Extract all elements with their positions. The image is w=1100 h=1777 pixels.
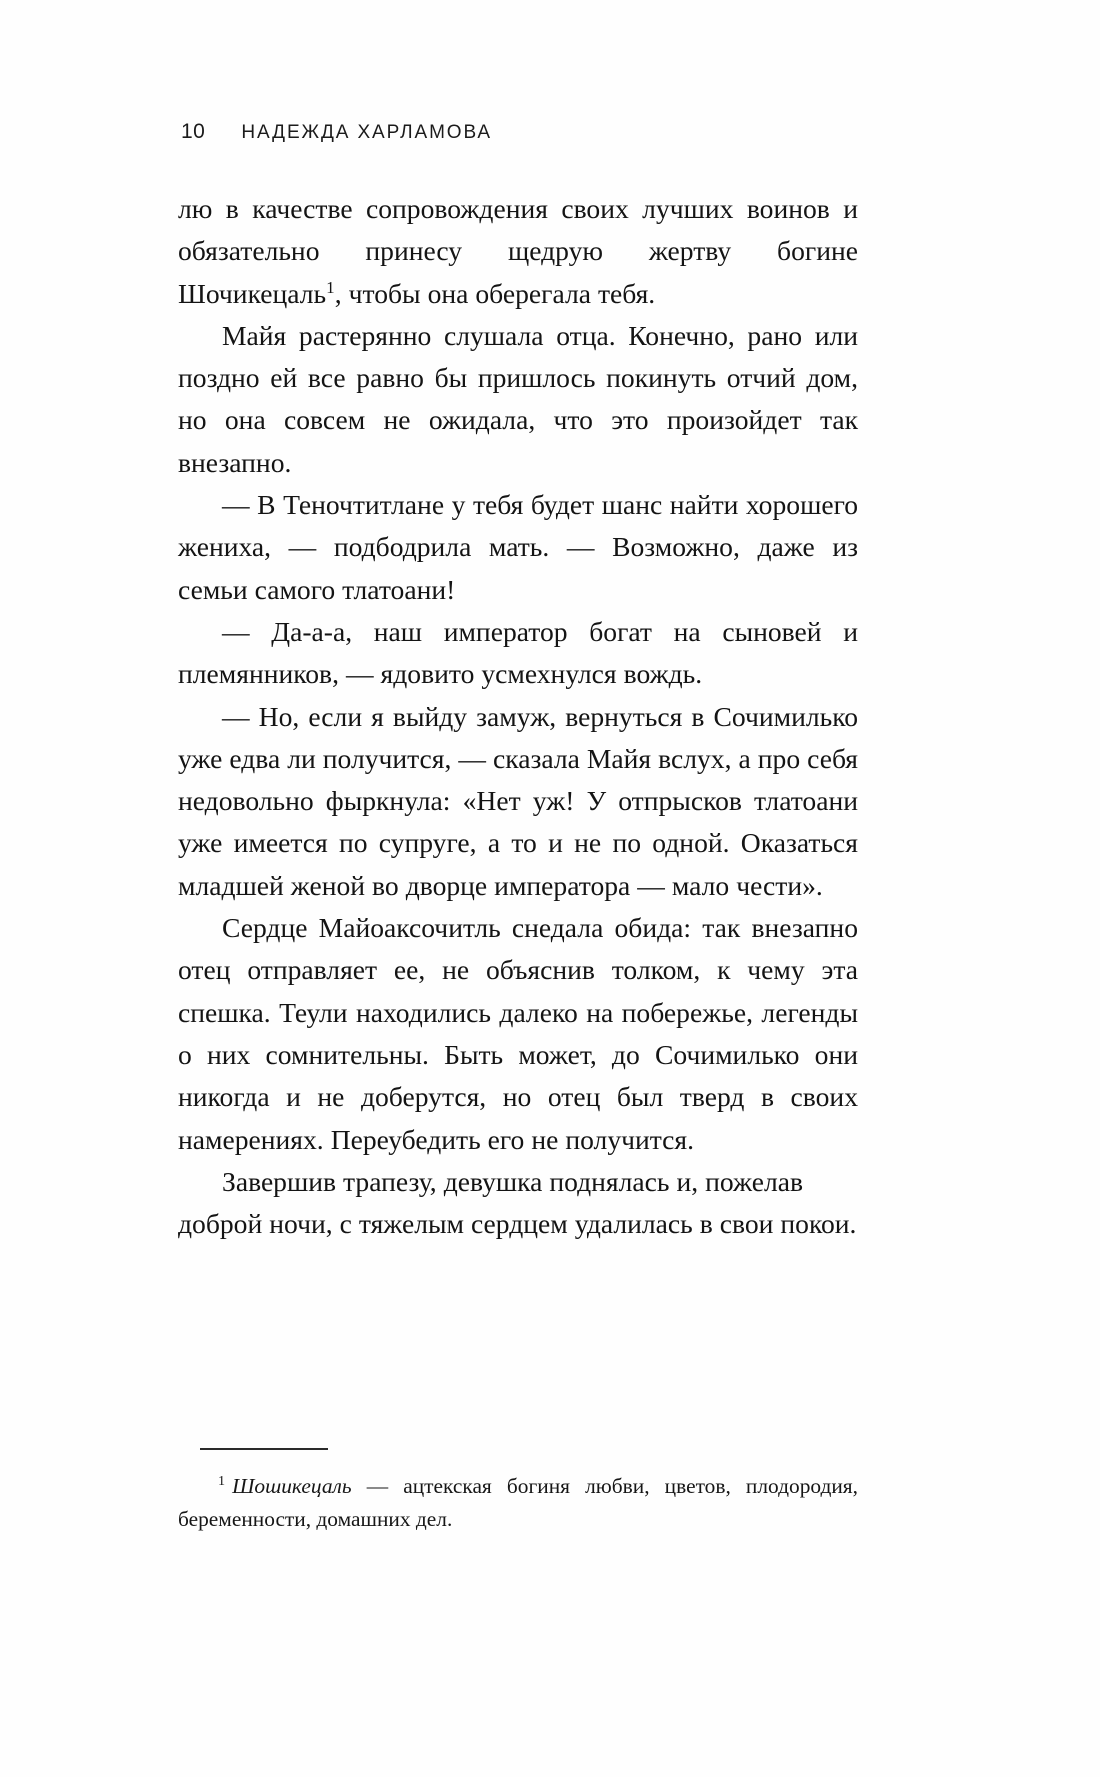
paragraph-mother-dialogue: — В Теночтитлане у тебя будет шанс найти хорошего жениха, — подбодрила мать. — Возможно, даже из семьи самого тлатоани! <box>178 489 858 605</box>
footnote-entry <box>178 1470 858 1536</box>
footnote-area <box>178 1448 858 1536</box>
paragraph-meal-end: Завершив трапезу, девушка поднялась и, пожелав доброй ночи, с тяжелым сердцем удалилась в свои покои. <box>178 1165 857 1240</box>
paragraph-text-before-footnote: лю в качестве сопровождения своих лучших воинов и обязательно принесу щедрую жертву богине Шочикецаль <box>178 193 858 309</box>
footnote-separator-rule <box>200 1448 328 1450</box>
paragraph-heart-grievance: Сердце Майоаксочитль снедала обида: так внезапно отец отправляет ее, не объяснив толком, к чему эта спешка. Теули находились далеко на побережье, легенды о них сомнительны. Быть может, до Сочимилько они никогда и не доберутся, но отец был тверд в своих намерениях. Переубедить его не получится. <box>178 912 858 1155</box>
paragraph-chief-dialogue: — Да-а-а, наш император богат на сыновей и племянников, — ядовито усмехнулся вождь. <box>178 615 858 690</box>
paragraph-continuation <box>178 188 858 315</box>
footnote-term: Шошикецаль <box>232 1474 352 1498</box>
body-text-block <box>178 188 858 1245</box>
footnote-marker: 1 <box>218 1472 226 1489</box>
running-head-author: НАДЕЖДА ХАРЛАМОВА <box>241 122 493 143</box>
paragraph-maya-dialogue: — Но, если я выйду замуж, вернуться в Сочимилько уже едва ли получится, — сказала Майя вслух, а про себя недовольно фыркнула: «Нет уж! У отпрысков тлатоани уже имеется по супруге, а то и не по одной. Оказаться младшей женой во дворце императора — мало чести». <box>178 700 858 901</box>
footnote-reference-1[interactable]: 1 <box>326 277 335 297</box>
footnote-definition: — ацтекская богиня любви, цветов, плодородия, беременности, домашних дел. <box>178 1474 858 1531</box>
running-head <box>181 120 492 144</box>
paragraph-maya-listening: Майя растерянно слушала отца. Конечно, рано или поздно ей все равно бы пришлось покинуть отчий дом, но она совсем не ожидала, что это произойдет так внезапно. <box>178 319 858 478</box>
page-number: 10 <box>181 120 206 143</box>
paragraph-text-after-footnote: , чтобы она оберегала тебя. <box>334 277 656 309</box>
